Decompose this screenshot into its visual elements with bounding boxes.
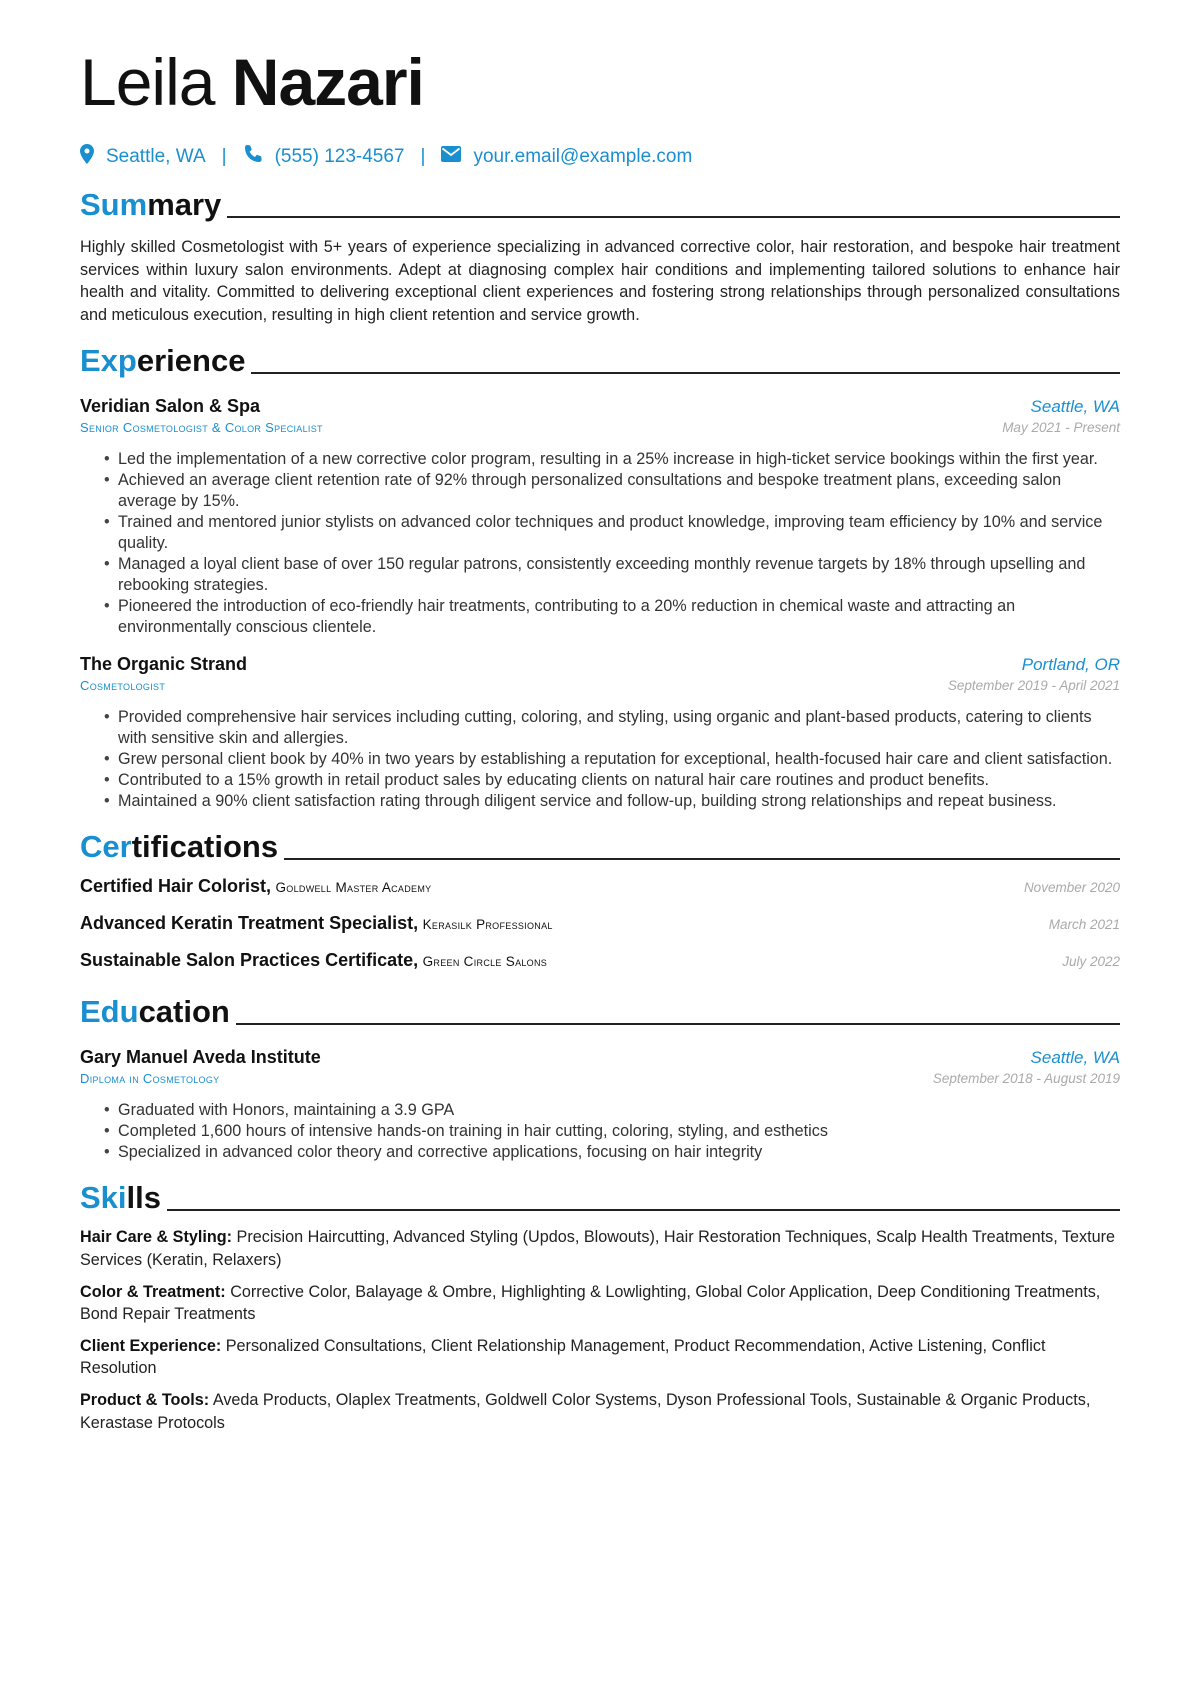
phone-text[interactable]: (555) 123-4567: [274, 146, 405, 167]
certification-name: Advanced Keratin Treatment Specialist: [80, 913, 414, 934]
school-name: Gary Manuel Aveda Institute: [80, 1047, 321, 1068]
certification-date: November 2020: [1023, 880, 1120, 896]
section-title: [80, 342, 245, 380]
bullet-item: • Graduated with Honors, maintaining a 3.9 GPA: [80, 1100, 1120, 1121]
skill-group-list: Aveda Products, Olaplex Treatments, Goldwell Color Systems, Dyson Professional Tools, Sustainable & Organic Products, Kerastase Protocols: [80, 1390, 1091, 1432]
bullet-item: • Completed 1,600 hours of intensive hands-on training in hair cutting, coloring, styling, and esthetics: [80, 1121, 1120, 1142]
job-subheader: [80, 675, 1120, 693]
skill-group-label: Color & Treatment:: [80, 1282, 226, 1301]
skill-group-list: Precision Haircutting, Advanced Styling (Updos, Blowouts), Hair Restoration Techniques, Scalp Health Treatments, Texture Services (Keratin, Relaxers): [80, 1228, 1115, 1269]
certification-item: [80, 913, 1120, 940]
section-title-rest: erience: [136, 343, 246, 379]
certification-comma: ,: [413, 950, 419, 971]
certification-name: Sustainable Salon Practices Certificate: [80, 950, 414, 971]
first-name: Leila: [80, 45, 215, 119]
job-bullets: [80, 707, 1120, 812]
job-location: Seattle, WA: [1030, 397, 1120, 417]
contact-location: [80, 144, 206, 170]
certification-issuer: Goldwell Master Academy: [275, 880, 432, 896]
phone-icon: [243, 144, 275, 170]
education-heading: [80, 991, 1120, 1031]
bullet-item: • Maintained a 90% client satisfaction rating through diligent service and follow-up, building strong relationships and repeat business.: [80, 791, 1120, 812]
contact-email[interactable]: [441, 146, 692, 168]
section-title-rest: cation: [138, 994, 230, 1030]
certification-issuer: Green Circle Salons: [422, 954, 548, 970]
summary-text: Highly skilled Cosmetologist with 5+ years of experience specializing in advanced corrective color, hair restoration, and bespoke hair treatment services within luxury salon environments. Adept at diagnosing complex hair conditions and implementing tailored solutions to enhance hair health and vitality. Committed to delivering exceptional client experiences and fostering strong relationships through personalized consultations and meticulous execution, resulting in high client retention and service growth.: [80, 238, 1120, 324]
bullet-item: • Contributed to a 15% growth in retail product sales by educating clients on natural hair care routines and product benefits.: [80, 770, 1120, 791]
section-title-rest: tifications: [131, 829, 279, 865]
job-title: Senior Cosmetologist & Color Specialist: [80, 420, 323, 436]
bullet-item: • Trained and mentored junior stylists on advanced color techniques and product knowledge, improving team efficiency by 10% and service quality.: [80, 512, 1120, 554]
section-title-accent: Sum: [80, 187, 148, 222]
skill-group: [80, 1226, 1120, 1271]
certification-comma: ,: [266, 876, 272, 897]
skill-group-label: Product & Tools:: [80, 1390, 210, 1409]
section-title-accent: Ski: [80, 1180, 127, 1216]
job-title: Cosmetologist: [80, 678, 166, 694]
candidate-name: [80, 42, 1120, 122]
resume-content: [80, 42, 1120, 1434]
employer-name: The Organic Strand: [80, 654, 248, 675]
section-title: [80, 828, 278, 866]
email-link[interactable]: your.email@example.com: [473, 146, 693, 167]
bullet-item: • Managed a loyal client base of over 150 regular patrons, consistently exceeding monthly revenue targets by 18% through upselling and rebooking strategies.: [80, 554, 1120, 596]
bullet-item: • Led the implementation of a new corrective color program, resulting in a 25% increase in high-ticket service bookings within the first year.: [80, 449, 1120, 470]
certification-date: March 2021: [1048, 917, 1120, 933]
skill-group-label: Client Experience:: [80, 1336, 222, 1355]
skills-heading: [80, 1177, 1120, 1217]
skill-group-list: Personalized Consultations, Client Relationship Management, Product Recommendation, Active Listening, Conflict Resolution: [80, 1336, 1046, 1378]
contact-bar: [80, 144, 1120, 170]
job-dates: September 2019 - April 2021: [947, 678, 1120, 694]
education-dates: September 2018 - August 2019: [932, 1071, 1120, 1087]
bullet-item: • Achieved an average client retention rate of 92% through personalized consultations and bespoke treatment plans, exceeding salon average by 15%.: [80, 470, 1120, 512]
section-title: [80, 1179, 161, 1217]
contact-phone[interactable]: [243, 144, 405, 170]
job-header: [80, 396, 1120, 417]
section-rule: [251, 372, 1120, 374]
job-header: [80, 654, 1120, 675]
skill-group: [80, 1389, 1120, 1434]
summary-heading: [80, 184, 1120, 224]
section-rule: [284, 858, 1120, 860]
section-title: [80, 993, 230, 1031]
last-name: Nazari: [231, 45, 424, 119]
certification-name: Certified Hair Colorist: [80, 876, 267, 897]
certification-issuer: Kerasilk Professional: [422, 917, 553, 933]
bullet-item: • Pioneered the introduction of eco-friendly hair treatments, contributing to a 20% reduction in chemical waste and attracting an environmentally conscious clientele.: [80, 596, 1120, 638]
section-rule: [236, 1023, 1120, 1025]
section-title-accent: Exp: [80, 343, 137, 379]
section-title-rest: lls: [126, 1180, 161, 1216]
employer-name: Veridian Salon & Spa: [80, 396, 261, 417]
section-title-accent: Cer: [80, 829, 132, 865]
education-entry: [80, 1047, 1120, 1163]
map-marker-icon: [80, 144, 106, 170]
job-bullets: [80, 449, 1120, 638]
job-entry: [80, 654, 1120, 812]
section-title: [80, 186, 221, 224]
experience-heading: [80, 340, 1120, 380]
section-title-rest: mary: [147, 187, 222, 222]
bullet-item: • Specialized in advanced color theory and corrective applications, focusing on hair integrity: [80, 1142, 1120, 1163]
contact-separator: |: [420, 146, 426, 167]
skill-group: [80, 1281, 1120, 1326]
job-dates: May 2021 - Present: [1002, 420, 1120, 436]
education-bullets: [80, 1100, 1120, 1163]
education-header: [80, 1047, 1120, 1068]
job-entry: [80, 396, 1120, 638]
job-subheader: [80, 417, 1120, 435]
school-location: Seattle, WA: [1030, 1048, 1120, 1068]
certification-item: [80, 950, 1120, 977]
bullet-item: • Grew personal client book by 40% in two years by establishing a reputation for exceptional, health-focused hair care and client satisfaction.: [80, 749, 1120, 770]
education-subheader: [80, 1068, 1120, 1086]
certification-comma: ,: [413, 913, 419, 934]
envelope-icon: [441, 146, 473, 168]
skill-group-label: Hair Care & Styling:: [80, 1228, 233, 1247]
section-rule: [167, 1209, 1120, 1211]
section-title-accent: Edu: [80, 994, 139, 1030]
job-location: Portland, OR: [1021, 655, 1120, 675]
skill-group: [80, 1335, 1120, 1380]
location-text: Seattle, WA: [106, 146, 206, 167]
degree-name: Diploma in Cosmetology: [80, 1071, 220, 1087]
certifications-heading: [80, 826, 1120, 866]
section-rule: [227, 216, 1120, 218]
skill-group-list: Corrective Color, Balayage & Ombre, Highlighting & Lowlighting, Global Color Application, Deep Conditioning Treatments, Bond Repair Treatments: [80, 1282, 1101, 1324]
contact-separator: |: [221, 146, 227, 167]
certification-item: [80, 876, 1120, 903]
certification-date: July 2022: [1062, 954, 1120, 970]
bullet-item: • Provided comprehensive hair services including cutting, coloring, and styling, using organic and plant-based products, catering to clients with sensitive skin and allergies.: [80, 707, 1120, 749]
